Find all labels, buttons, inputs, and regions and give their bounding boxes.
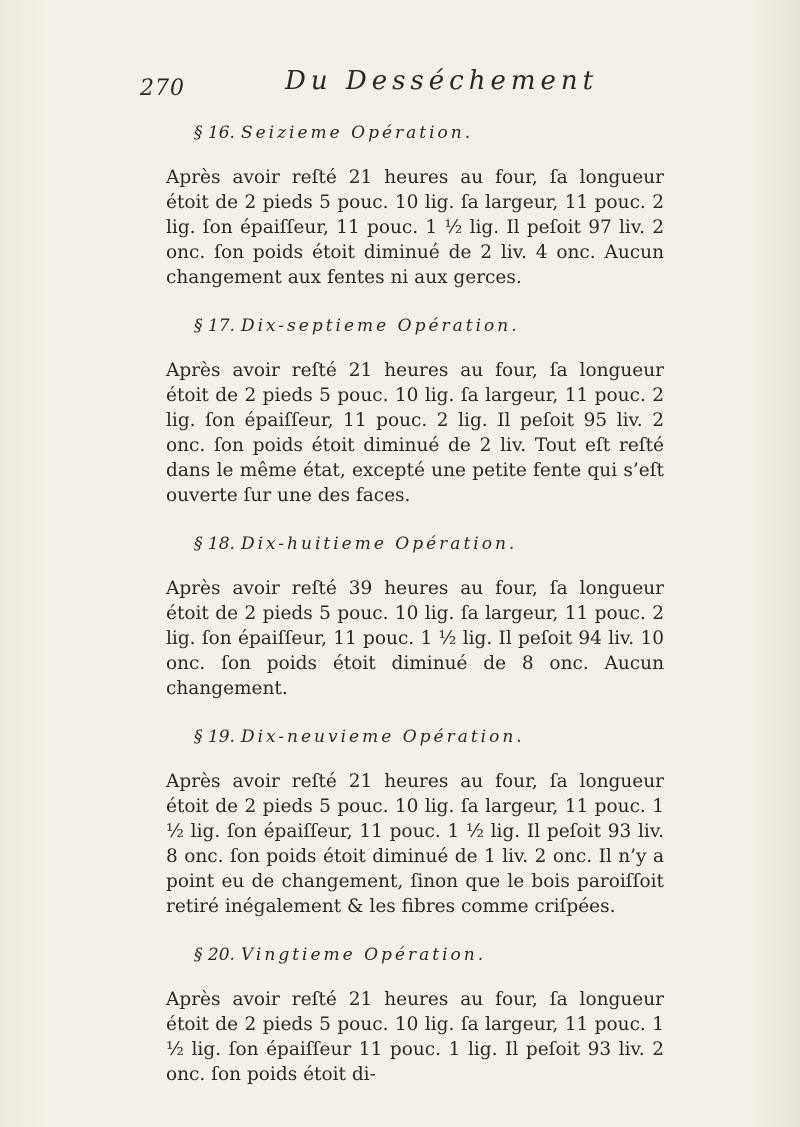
section-paragraph: Après avoir reſté 21 heures au four, ſa longueur étoit de 2 pieds 5 pouc. 10 lig. ſa largeur, 11 pouc. 1 ½ lig. ſon épaiſſeur, 11 pouc. 1 ½ lig. Il peſoit 93 liv. 8 onc. ſon poids étoit diminué de 1 liv. 2 onc. Il n’y a point eu de changement, ſinon que le bois paroiſſoit retiré inégalement & les fibres comme criſpées. xyxy=(166,771,664,917)
section-number: § 16. xyxy=(194,123,235,143)
section-paragraph: Après avoir reſté 21 heures au four, ſa longueur étoit de 2 pieds 5 pouc. 10 lig. ſa largeur, 11 pouc. 1 ½ lig. ſon épaiſſeur 11 pouc. 1 lig. Il peſoit 93 liv. 2 onc. ſon poids étoit di- xyxy=(166,989,664,1085)
section-16 xyxy=(166,123,664,290)
section-heading xyxy=(194,727,664,747)
section-number: § 18. xyxy=(194,534,235,554)
section-heading xyxy=(194,945,664,965)
section-paragraph: Après avoir reſté 21 heures au four, ſa longueur étoit de 2 pieds 5 pouc. 10 lig. ſa largeur, 11 pouc. 2 lig. ſon épaiſſeur, 11 pouc. 1 ½ lig. Il peſoit 97 liv. 2 onc. ſon poids étoit diminué de 2 liv. 4 onc. Aucun changement aux fentes ni aux gerces. xyxy=(166,167,664,288)
page-content xyxy=(166,123,664,1113)
section-number: § 20. xyxy=(194,945,235,965)
section-17 xyxy=(166,316,664,508)
section-title: Dix-septieme Opération. xyxy=(240,316,520,336)
section-number: § 17. xyxy=(194,316,235,336)
page-number: 270 xyxy=(140,76,185,101)
section-19 xyxy=(166,727,664,919)
section-number: § 19. xyxy=(194,727,235,747)
section-heading xyxy=(194,316,664,336)
section-heading xyxy=(194,534,664,554)
section-paragraph: Après avoir reſté 39 heures au four, ſa longueur étoit de 2 pieds 5 pouc. 10 lig. ſa largeur, 11 pouc. 2 lig. ſon épaiſſeur, 11 pouc. 1 ½ lig. Il peſoit 94 liv. 10 onc. ſon poids étoit diminué de 8 onc. Aucun changement. xyxy=(166,578,664,699)
section-20 xyxy=(166,945,664,1087)
section-title: Dix-neuvieme Opération. xyxy=(240,727,525,747)
section-18 xyxy=(166,534,664,701)
section-title: Vingtieme Opération. xyxy=(240,945,487,965)
section-heading xyxy=(194,123,664,143)
section-title: Dix-huitieme Opération. xyxy=(240,534,518,554)
section-title: Seizieme Opération. xyxy=(240,123,474,143)
section-paragraph: Après avoir reſté 21 heures au four, ſa longueur étoit de 2 pieds 5 pouc. 10 lig. ſa largeur, 11 pouc. 2 lig. ſon épaiſſeur, 11 pouc. 2 lig. Il peſoit 95 liv. 2 onc. ſon poids étoit diminué de 2 liv. Tout eſt reſté dans le même état, excepté une petite fente qui s’eſt ouverte ſur une des faces. xyxy=(166,360,664,506)
running-head xyxy=(140,66,700,106)
running-title: Du Desséchement xyxy=(285,66,599,96)
